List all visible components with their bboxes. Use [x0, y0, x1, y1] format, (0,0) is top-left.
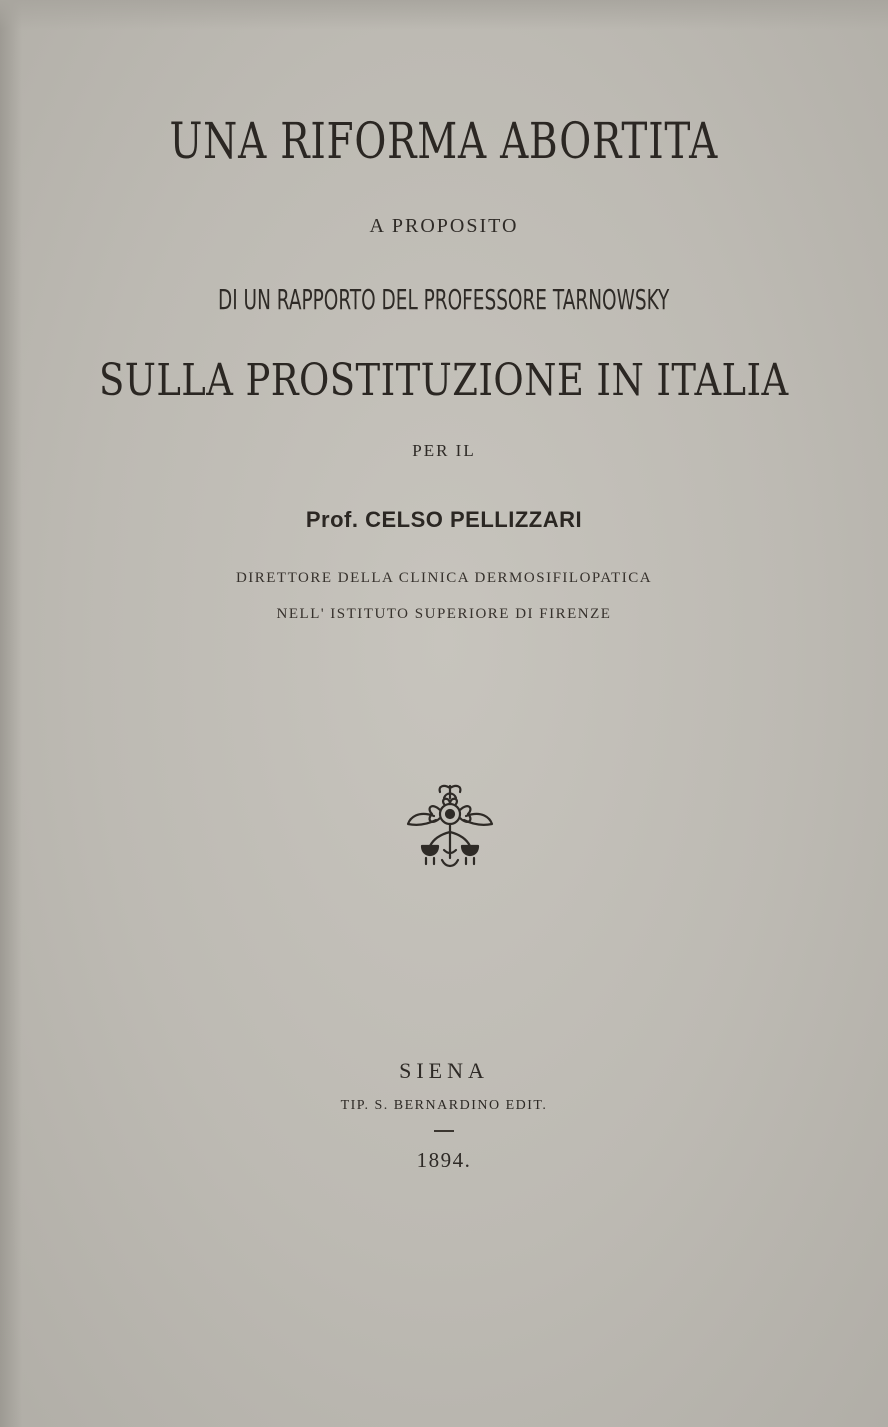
- subject-heading: SULLA PROSTITUZIONE IN ITALIA: [99, 355, 789, 406]
- publication-city: SIENA: [399, 1058, 489, 1083]
- floral-ornament-icon: [404, 780, 496, 872]
- page-top-shadow: [0, 0, 888, 30]
- author-role-line1: DIRETTORE DELLA CLINICA DERMOSIFILOPATICA: [235, 570, 653, 586]
- divider-rule: [434, 1130, 454, 1132]
- subtitle-a-proposito: A PROPOSITO: [369, 215, 519, 237]
- subtitle-rapporto: DI UN RAPPORTO DEL PROFESSORE TARNOWSKY: [218, 283, 670, 316]
- book-title: UNA RIFORMA ABORTITA: [169, 112, 719, 170]
- per-il-label: PER IL: [412, 441, 476, 460]
- printer-name: TIP. S. BERNARDINO EDIT.: [340, 1098, 548, 1113]
- author-name: Prof. CELSO PELLIZZARI: [305, 507, 583, 532]
- author-role-line2: NELL' ISTITUTO SUPERIORE DI FIRENZE: [276, 606, 612, 622]
- publication-year: 1894.: [416, 1148, 472, 1172]
